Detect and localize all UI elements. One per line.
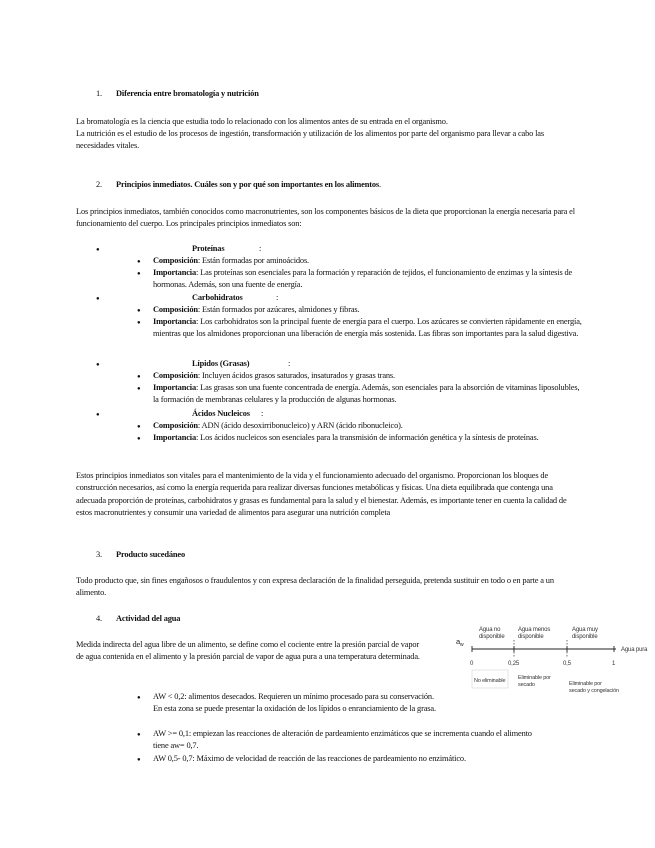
diagram-axis-label: $a_w$ bbox=[456, 637, 464, 648]
section-1-title: Diferencia entre bromatología y nutrición bbox=[116, 89, 259, 98]
section-4-paragraph: Medida indirecta del agua libre de un alimento, se define como el cociente entre la presión parcial de vapor de agua contenida en el alimento y la presión parcial de vapor de agua pura a una temperatura determinada. bbox=[76, 640, 420, 662]
sub-item-importancia: ● Importancia: Los ácidos nucleicos son esenciales para la transmisión de información genética y la síntesis de proteínas. bbox=[137, 432, 587, 444]
section-4-heading: 4. Actividad del agua bbox=[96, 614, 181, 623]
section-2-title-bold: Principios inmediatos bbox=[116, 180, 191, 189]
section-3-paragraph: Todo producto que, sin fines engañosos o fraudulentos y con expresa declaración de la finalidad perseguida, pretenda sustituir en todo o en parte a un alimento. bbox=[76, 576, 554, 598]
diagram-label-agua-no-disponible: Agua no disponible bbox=[479, 627, 505, 640]
bullet-icon bbox=[137, 753, 140, 766]
section-2-heading: 2. Principios inmediatos. Cuáles son y por qué son importantes en los alimentos. bbox=[96, 180, 381, 189]
sub-item-importancia: ● Importancia: Los carbohidratos son la principal fuente de energía para el cuerpo. Los azúcares se convierten rápidamente en energía, mientras que los almidones proporcionan una liberación de energía más sostenida. Las fibras son importantes para la salud digestiva. bbox=[137, 316, 587, 341]
sub-item-importancia: ● Importancia: Las grasas son una fuente concentrada de energía. Además, son esenciales para la absorción de vitaminas liposolubles, la formación de membranas celulares y la producción de algunas hormonas. bbox=[137, 382, 587, 407]
bullet-icon bbox=[96, 358, 99, 371]
diagram-label-agua-menos-disponible: Agua menos disponible bbox=[518, 627, 551, 640]
section-3-heading: 3. Producto sucedáneo bbox=[96, 550, 186, 559]
diagram-label-agua-muy-disponible: Agua muy disponible bbox=[572, 627, 598, 640]
bullet-icon bbox=[137, 267, 140, 280]
diagram-tick-0: 0 bbox=[470, 661, 474, 667]
sub-item-composicion: ● Composición: Están formados por azúcares, almidones y fibras. bbox=[137, 304, 587, 316]
section-1-heading: 1. Diferencia entre bromatología y nutrición bbox=[96, 89, 259, 98]
water-activity-diagram bbox=[452, 624, 652, 696]
bullet-icon bbox=[137, 728, 140, 741]
sub-item-composicion: ● Composición: Incluyen ácidos grasos saturados, insaturados y grasas trans. bbox=[137, 370, 587, 382]
diagram-tick-025: 0,25 bbox=[508, 661, 520, 667]
bullet-icon bbox=[137, 432, 140, 445]
bullet-icon bbox=[96, 408, 99, 421]
section-2-title-rest: . Cuáles son y por qué son importantes en los alimentos bbox=[190, 180, 379, 189]
bullet-icon bbox=[137, 691, 140, 704]
aw-list-item-2: ● AW >= 0,1: empiezan las reacciones de alteración de pardeamiento enzimáticos que se incrementa cuando el alimento tiene aw= 0,7. bbox=[137, 728, 557, 753]
diagram-label-no-eliminable: No eliminable bbox=[474, 678, 506, 684]
section-2-conclusion: Estos principios inmediatos son vitales para el mantenimiento de la vida y el funcionamiento adecuado del organismo. Proporcionan los bloques de construcción necesarios, así como la energía requerida para realizar diversas funciones metabólicas y físicas. Una dieta equilibrada que contenga una adecuada proporción de proteínas, carbohidratos y grasas es fundamental para la salud y el bienestar. Además, es importante tener en cuenta la calidad de estos macronutrientes y consumir una variedad de alimentos para asegurar una nutrición completa bbox=[76, 471, 567, 518]
section-2-intro: Los principios inmediatos, también conocidos como macronutrientes, son los componentes básicos de la dieta que proporcionan la energía necesaria para el funcionamiento del cuerpo. Los principales principios inmediatos son: bbox=[76, 207, 575, 229]
bullet-icon bbox=[96, 292, 99, 305]
diagram-label-eliminable-secado-congelacion: Eliminable por secado y congelación bbox=[569, 681, 619, 694]
sub-item-importancia: ● Importancia: Las proteínas son esenciales para la formación y reparación de tejidos, el funcionamiento de enzimas y la síntesis de hormonas. Además, son una fuente de energía. bbox=[137, 267, 587, 292]
document-page: 1. Diferencia entre bromatología y nutrición La bromatología es la ciencia que estudia todo lo relacionado con los alimentos antes de su entrada en el organismo. La nutrición es el estudio de los procesos de ingestión, transformación y utilización de los alimentos por parte del organismo para llevar a cabo las necesidades vitales. 2. Principios inmediatos. Cuáles son y por qué son importantes en los alimentos. Los principios inmediatos, también conocidos como macronutrientes, son los componentes básicos de la dieta que proporcionan la energía necesaria para el funcionamiento del cuerpo. Los principales principios inmediatos son: ● Proteínas : ● Composición: Están formadas por aminoácidos. ● Importancia: Las proteínas son esenciales para la formación y reparación de tejidos, el funcionamiento de enzimas y la síntesis de hormonas. Además, son una fuente de energía. ● Carbohidratos : ● Composición: Están formados por azúcares, almidones y fibras. ● Importancia: Los carbohidratos son la principal fuente de energía para el cuerpo. Los azúcares se convierten rápidamente en energía, mientras que los almidones proporcionan una liberación de energía más sostenida. Las fibras son importantes para la salud digestiva. ● Lípidos (Grasas) : ● Composición: Incluyen ácidos grasos saturados, insaturados y grasas trans. ● Importancia: Las grasas son una fuente concentrada de energía. Además, son esenciales para la absorción de vitaminas liposolubles, la formación de membranas celulares y la producción de algunas hormonas. ● Ácidos Nucleicos : ● Composición: ADN (ácido desoxirribonucleico) y ARN (ácido ribonucleico). ● Importancia: Los ácidos nucleicos son esenciales para la transmisión de información genética y la síntesis de proteínas. Estos principios inmediatos son vitales para el mantenimiento de la vida y el funcionamiento adecuado del organismo. Proporcionan los bloques de construcción necesarios, así como la energía requerida para realizar diversas funciones metabólicas y físicas. Una dieta equilibrada que contenga una adecuada proporción de proteínas, carbohidratos y grasas es fundamental para la salud y el bienestar. Además, es importante tener en cuenta la calidad de estos macronutrientes y consumir una variedad de alimentos para asegurar una nutrición completa 3. Producto sucedáneo Todo producto que, sin fines engañosos o fraudulentos y con expresa declaración de la finalidad perseguida, pretenda sustituir en todo o en parte a un alimento. 4. Actividad del agua Medida indirecta del agua libre de un alimento, se define como el cociente entre la presión parcial de vapor de agua contenida en el alimento y la presión parcial de vapor de agua pura a una temperatura determinada. $a_w$ Agua no disponible Agua menos disponible Agua muy disponible Agua pura 0 0,25 0,5 1 No eliminable Eliminable por secado Eliminable por secado y congelación ● AW < 0,2: alimentos desecados. Requieren un mínimo procesado para su conservación. En esta zona se puede presentar la oxidación de los lípidos o enranciamiento de la grasa. ● AW >= 0,1: empiezan las reacciones de alteración de pardeamiento enzimáticos que se incrementa cuando el alimento tiene aw= 0,7. ● AW 0,5- 0,7: Máximo de velocidad de reacción de las reacciones de pardeamiento no enzimático. bbox=[0, 0, 655, 848]
diagram-label-agua-pura: Agua pura bbox=[621, 647, 648, 653]
sub-item-composicion: ● Composición: ADN (ácido desoxirribonucleico) y ARN (ácido ribonucleico). bbox=[137, 420, 587, 432]
section-1-paragraph-1: La bromatología es la ciencia que estudia todo lo relacionado con los alimentos antes de su entrada en el organismo. bbox=[76, 117, 448, 126]
diagram-label-eliminable-secado: Eliminable por secado bbox=[518, 675, 551, 688]
bullet-icon bbox=[137, 316, 140, 329]
section-4-title: Actividad del agua bbox=[116, 614, 181, 623]
bullet-icon bbox=[96, 243, 99, 256]
aw-list-item-1: ● AW < 0,2: alimentos desecados. Requieren un mínimo procesado para su conservación. En esta zona se puede presentar la oxidación de los lípidos o enranciamiento de la grasa. bbox=[137, 691, 557, 716]
section-1-paragraph-2: La nutrición es el estudio de los procesos de ingestión, transformación y utilización de los alimentos por parte del organismo para llevar a cabo las necesidades vitales. bbox=[76, 129, 544, 151]
aw-list-item-3: ● AW 0,5- 0,7: Máximo de velocidad de reacción de las reacciones de pardeamiento no enzimático. bbox=[137, 753, 557, 765]
diagram-tick-1: 1 bbox=[612, 661, 616, 667]
sub-item-composicion: ● Composición: Están formadas por aminoácidos. bbox=[137, 255, 587, 267]
diagram-tick-05: 0,5 bbox=[563, 661, 571, 667]
section-3-title: Producto sucedáneo bbox=[116, 550, 186, 559]
bullet-icon bbox=[137, 382, 140, 395]
